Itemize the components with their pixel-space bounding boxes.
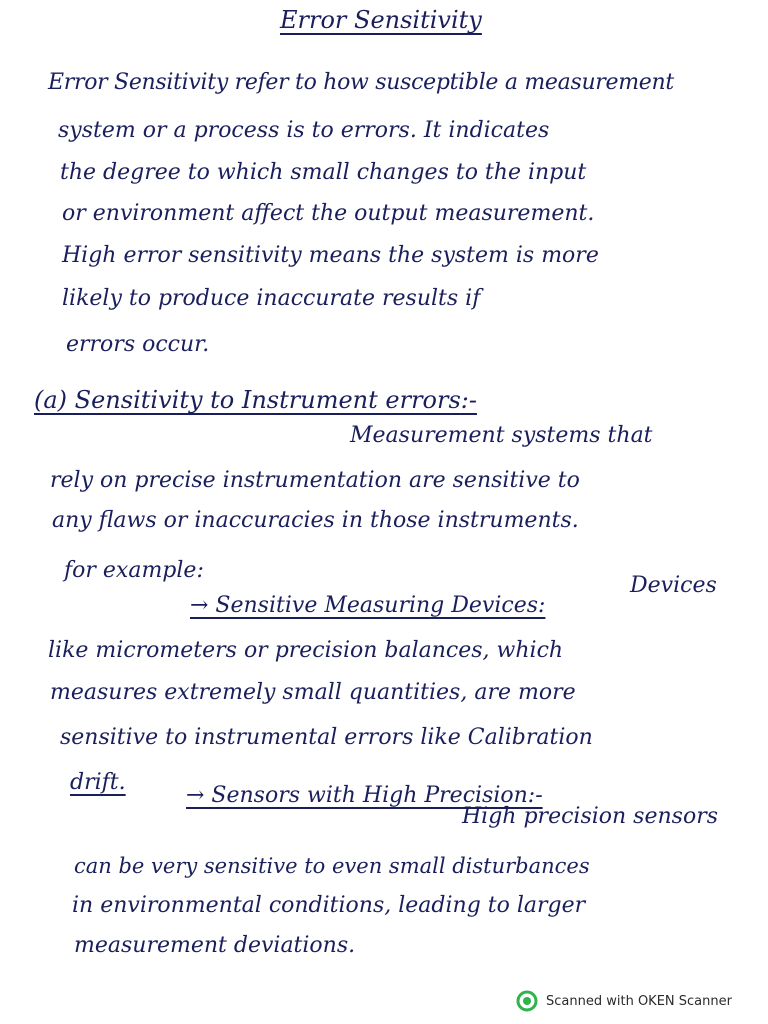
item1-line-1: Devices [630,573,717,598]
item1-line-2: like micrometers or precision balances, which [48,638,564,663]
item1-line-3: measures extremely small quantities, are more [50,680,576,705]
section-a-line-3: any flaws or inaccuracies in those instruments. [52,508,579,533]
intro-line-7: errors occur. [66,332,210,357]
item2-line-2: can be very sensitive to even small disturbances [74,854,590,878]
intro-line-5: High error sensitivity means the system is more [62,243,599,268]
item1-heading: → Sensitive Measuring Devices: [190,593,546,618]
scanner-label: Scanned with OKEN Scanner [546,993,732,1009]
intro-line-6: likely to produce inaccurate results if [62,286,481,311]
section-a-heading: (a) Sensitivity to Instrument errors:- [34,386,477,414]
intro-line-1: Error Sensitivity refer to how susceptible a measurement [48,70,674,95]
item2-heading: → Sensors with High Precision:- [186,783,543,808]
item1-line-4: sensitive to instrumental errors like Calibration [60,725,593,750]
item1-line-5: drift. [70,770,126,795]
section-a-line-2: rely on precise instrumentation are sensitive to [50,468,580,493]
section-a-example: for example: [64,558,204,583]
intro-line-4: or environment affect the output measurement. [62,201,595,226]
item2-line-4: measurement deviations. [74,933,356,958]
intro-line-2: system or a process is to errors. It indicates [58,118,550,143]
section-a-line-1: Measurement systems that [350,423,653,448]
intro-line-3: the degree to which small changes to the input [60,160,587,185]
item2-line-3: in environmental conditions, leading to larger [72,893,586,918]
scanner-watermark [516,990,732,1012]
page-title: Error Sensitivity [280,6,482,34]
item2-line-1: High precision sensors [462,804,718,829]
scanner-logo-icon [516,990,538,1012]
